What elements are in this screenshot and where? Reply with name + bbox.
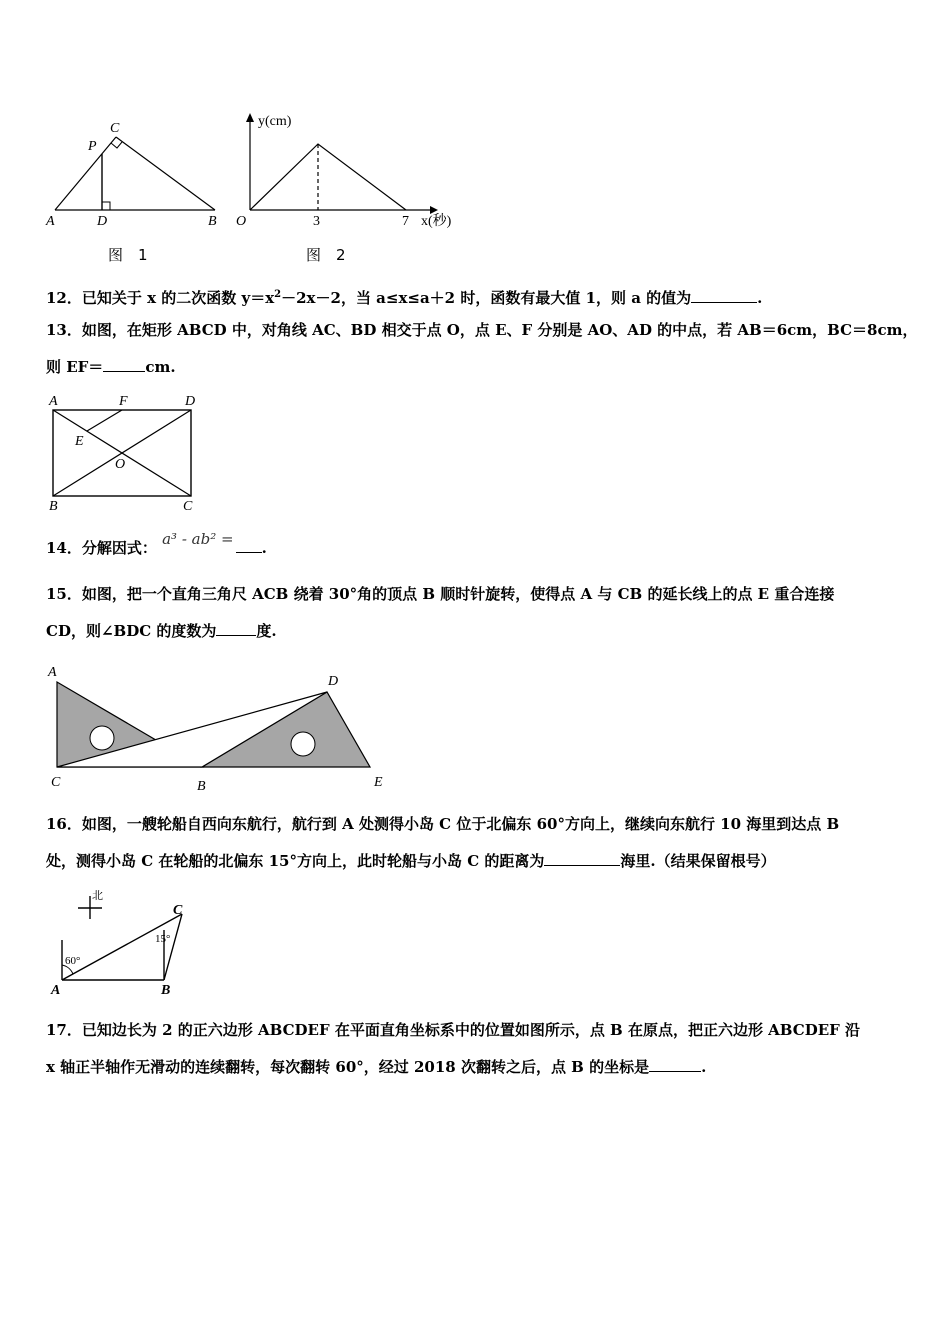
question-17-line-2 bbox=[46, 1057, 706, 1077]
question-13-line-2 bbox=[46, 357, 176, 377]
fig13-label-F: F bbox=[119, 394, 128, 409]
q14-formula: a³ - ab² = bbox=[162, 530, 234, 548]
fig16-label-C: C bbox=[173, 903, 183, 918]
fig15-label-E: E bbox=[374, 775, 383, 790]
question-12 bbox=[46, 285, 762, 308]
q12-suffix: －2x－2，当 a≤x≤a＋2 时，函数有最大值 1，则 a 的值为 bbox=[281, 289, 692, 307]
q14-end: . bbox=[261, 539, 267, 557]
fig15-label-D: D bbox=[328, 674, 339, 689]
figure-13-rectangle bbox=[42, 390, 212, 515]
q15-suffix: 度. bbox=[256, 622, 277, 640]
fig2-tick-7: 7 bbox=[402, 214, 409, 229]
fig1-label-A: A bbox=[46, 214, 55, 229]
q17-answer-blank[interactable] bbox=[649, 1057, 701, 1072]
fig1-label-P: P bbox=[88, 139, 97, 154]
fig15-label-B: B bbox=[197, 779, 206, 794]
fig2-y-axis-label: y(cm) bbox=[258, 114, 292, 129]
fig13-label-E: E bbox=[75, 434, 84, 449]
q17-prefix: x 轴正半轴作无滑动的连续翻转，每次翻转 60°，经过 2018 次翻转之后，点 B 的坐标是 bbox=[46, 1058, 650, 1076]
fig13-label-B: B bbox=[49, 499, 58, 514]
fig16-label-B: B bbox=[161, 983, 171, 998]
q15-prefix: CD，则∠BDC 的度数为 bbox=[46, 622, 217, 640]
q12-prefix: 12．已知关于 x 的二次函数 y＝x bbox=[46, 289, 275, 307]
q13-answer-blank[interactable] bbox=[103, 357, 145, 372]
fig16-angle-15: 15° bbox=[155, 933, 171, 945]
fig1-label-D: D bbox=[97, 214, 108, 229]
q14-prefix: 14．分解因式： bbox=[46, 539, 157, 557]
question-15-line-1: 15．如图，把一个直角三角尺 ACB 绕着 30°角的顶点 B 顺时针旋转，使得点 A 与 CB 的延长线上的点 E 重合连接 bbox=[46, 585, 835, 603]
fig1-label-B: B bbox=[208, 214, 217, 229]
question-15-line-2 bbox=[46, 621, 277, 641]
q17-suffix: . bbox=[701, 1058, 707, 1076]
fig2-origin-label: O bbox=[236, 214, 247, 229]
q13-suffix: cm. bbox=[145, 358, 176, 376]
q16-prefix: 处，测得小岛 C 在轮船的北偏东 15°方向上，此时轮船与小岛 C 的距离为 bbox=[46, 852, 545, 870]
fig16-north-label: 北 bbox=[92, 890, 103, 902]
q15-answer-blank[interactable] bbox=[216, 621, 256, 636]
fig16-label-A: A bbox=[51, 983, 61, 998]
q12-superscript: 2 bbox=[274, 289, 282, 300]
fig1-caption: 图 1 bbox=[108, 246, 148, 264]
fig2-tick-3: 3 bbox=[313, 214, 320, 229]
q12-end: . bbox=[757, 289, 763, 307]
question-16-line-1: 16．如图，一艘轮船自西向东航行，航行到 A 处测得小岛 C 位于北偏东 60°方向上，继续向东航行 10 海里到达点 B bbox=[46, 815, 840, 833]
figure-15-set-squares bbox=[42, 662, 392, 797]
fig13-label-D: D bbox=[185, 394, 196, 409]
q16-answer-blank[interactable] bbox=[544, 851, 620, 866]
fig2-caption: 图 2 bbox=[306, 246, 346, 264]
question-14 bbox=[46, 530, 267, 558]
fig1-label-C: C bbox=[110, 121, 120, 136]
figure-1-triangle bbox=[40, 115, 230, 235]
question-13-line-1: 13．如图，在矩形 ABCD 中，对角线 AC、BD 相交于点 O，点 E、F 分别是 AO、AD 的中点，若 AB＝6cm，BC＝8cm， bbox=[46, 321, 918, 339]
q12-answer-blank[interactable] bbox=[691, 288, 757, 303]
fig15-label-A: A bbox=[48, 665, 57, 680]
fig13-label-O: O bbox=[115, 457, 126, 472]
question-16-line-2 bbox=[46, 851, 776, 871]
fig13-label-A: A bbox=[49, 394, 58, 409]
fig13-label-C: C bbox=[183, 499, 193, 514]
q13-prefix: 则 EF＝ bbox=[46, 358, 104, 376]
q16-suffix: 海里.（结果保留根号） bbox=[620, 852, 776, 870]
figure-16-navigation bbox=[42, 885, 202, 1000]
question-17-line-1: 17．已知边长为 2 的正六边形 ABCDEF 在平面直角坐标系中的位置如图所示，点 B 在原点，把正六边形 ABCDEF 沿 bbox=[46, 1021, 861, 1039]
fig16-angle-60: 60° bbox=[65, 955, 81, 967]
q14-answer-blank[interactable] bbox=[236, 538, 262, 553]
figure-2-graph bbox=[225, 108, 465, 238]
fig15-label-C: C bbox=[51, 775, 61, 790]
fig2-x-axis-label: x(秒) bbox=[421, 214, 452, 229]
